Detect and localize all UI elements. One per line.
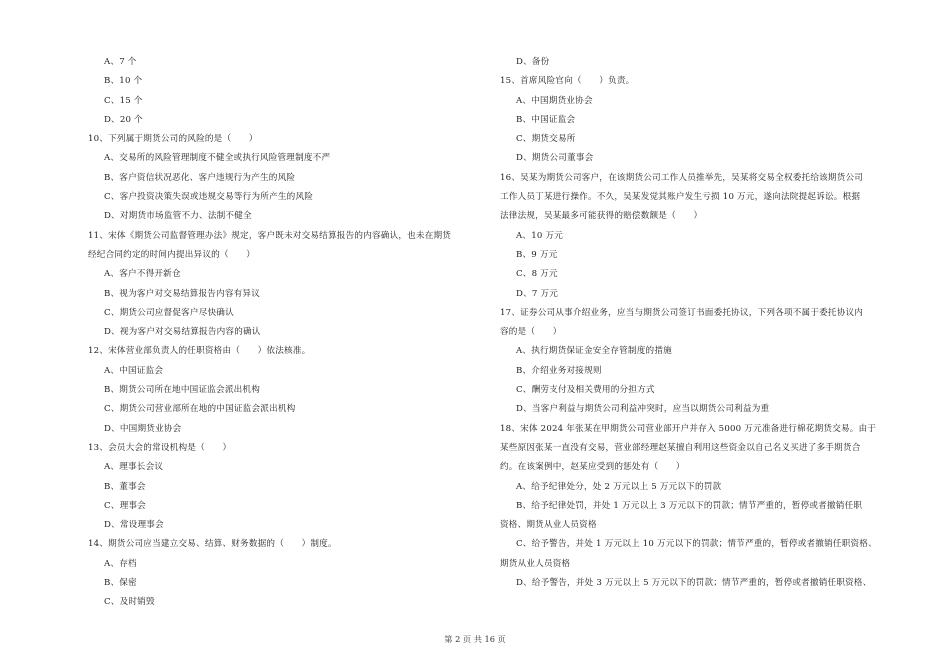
answer-option: C、给予警告，并处 1 万元以上 10 万元以下的罚款；情节严重的，暂停或者撤销任职资格、 [516, 539, 877, 550]
question-text: 12、宋体营业部负责人的任职资格由（ ）依法核准。 [88, 346, 311, 357]
answer-option: A、客户不得开新仓 [104, 269, 181, 280]
answer-option: D、对期货市场监管不力、法制不健全 [104, 211, 252, 222]
text-continuation: 容的是（ ） [500, 327, 562, 338]
answer-option: D、给予警告，并处 3 万元以上 5 万元以下的罚款；情节严重的，暂停或者撤销任职资格、 [516, 578, 872, 589]
text-continuation: 期货从业人员资格 [500, 558, 571, 569]
answer-option: B、10 个 [104, 76, 143, 87]
answer-option: B、给予纪律处罚，并处 1 万元以上 3 万元以下的罚款；情节严重的，暂停或者撤销任职 [516, 500, 863, 511]
left-column [88, 53, 498, 613]
text-continuation: 约。在该案例中，赵某应受到的惩处有（ ） [500, 462, 685, 473]
answer-option: D、常设理事会 [104, 520, 164, 531]
answer-option: C、15 个 [104, 95, 143, 106]
answer-option: A、存档 [104, 558, 137, 569]
answer-option: A、7 个 [104, 57, 137, 67]
answer-option: A、10 万元 [516, 230, 564, 241]
question-text: 14、期货公司应当建立交易、结算、财务数据的（ ）制度。 [88, 539, 337, 550]
answer-option: D、备份 [516, 57, 550, 67]
answer-option: C、8 万元 [516, 269, 558, 280]
answer-option: D、期货公司董事会 [516, 153, 594, 164]
question-text: 13、会员大会的常设机构是（ ） [88, 442, 232, 453]
answer-option: D、7 万元 [516, 288, 559, 299]
answer-option: C、期货公司应督促客户尽快确认 [104, 307, 234, 318]
answer-option: A、理事长会议 [104, 462, 164, 473]
text-continuation: 工作人员丁某进行操作。不久，吴某发觉其账户发生亏损 10 万元，遂向法院提起诉讼。根据 [500, 192, 861, 203]
answer-option: B、客户资信状况恶化、客户违规行为产生的风险 [104, 172, 296, 183]
question-text: 17、证券公司从事介绍业务，应当与期货公司签订书面委托协议，下列各项不属于委托协议内 [500, 307, 864, 318]
text-continuation: 法律法规，吴某最多可能获得的赔偿数额是（ ） [500, 211, 703, 222]
answer-option: D、20 个 [104, 114, 143, 125]
answer-option: C、期货交易所 [516, 134, 576, 145]
answer-option: B、介绍业务对接规则 [516, 365, 602, 376]
question-text: 16、吴某为期货公司客户，在该期货公司工作人员推举先，吴某将交易全权委托给该期货公司 [500, 172, 864, 183]
question-text: 15、首席风险官向（ ）负责。 [500, 76, 635, 87]
question-text: 10、下列属于期货公司的风险的是（ ） [88, 134, 258, 145]
question-text: 18、宋体 2024 年张某在甲期货公司营业部开户并存入 5000 万元准备进行棉花期货交易。由于 [500, 423, 877, 434]
answer-option: C、酬劳支付及相关费用的分担方式 [516, 385, 655, 396]
answer-option: A、中国证监会 [104, 365, 164, 376]
question-text: 11、宋体《期货公司监督管理办法》规定，客户既未对交易结算报告的内容确认，也未在期货 [88, 230, 452, 241]
answer-option: D、当客户利益与期货公司利益冲突时，应当以期货公司利益为重 [516, 404, 770, 415]
text-continuation: 资格、期货从业人员资格 [500, 520, 597, 531]
right-column [500, 53, 905, 593]
answer-option: B、董事会 [104, 481, 146, 492]
answer-option: B、9 万元 [516, 249, 558, 260]
text-continuation: 经纪合同约定的时间内提出异议的（ ） [88, 249, 256, 260]
answer-option: A、给予纪律处分，处 2 万元以上 5 万元以下的罚款 [516, 481, 722, 492]
text-continuation: 某些原因张某一直没有交易，营业部经理赵某擅自利用这些资金以自己名义买进了多手期货合 [500, 442, 861, 453]
answer-option: B、视为客户对交易结算报告内容有异议 [104, 288, 261, 299]
answer-option: D、中国期货业协会 [104, 423, 182, 434]
answer-option: A、中国期货业协会 [516, 95, 593, 106]
answer-option: B、保密 [104, 578, 137, 589]
answer-option: C、期货公司营业部所在地的中国证监会派出机构 [104, 404, 296, 415]
answer-option: B、期货公司所在地中国证监会派出机构 [104, 385, 261, 396]
answer-option: D、视为客户对交易结算报告内容的确认 [104, 327, 261, 338]
answer-option: A、交易所的风险管理制度不健全或执行风险管理制度不严 [104, 153, 331, 164]
answer-option: C、及时销毁 [104, 597, 155, 608]
answer-option: C、客户投资决策失误或违规交易等行为所产生的风险 [104, 192, 314, 203]
answer-option: B、中国证监会 [516, 114, 576, 125]
page-footer: 第 2 页 共 16 页 [444, 634, 506, 644]
answer-option: C、理事会 [104, 500, 146, 511]
answer-option: A、执行期货保证金安全存管制度的措施 [516, 346, 672, 357]
